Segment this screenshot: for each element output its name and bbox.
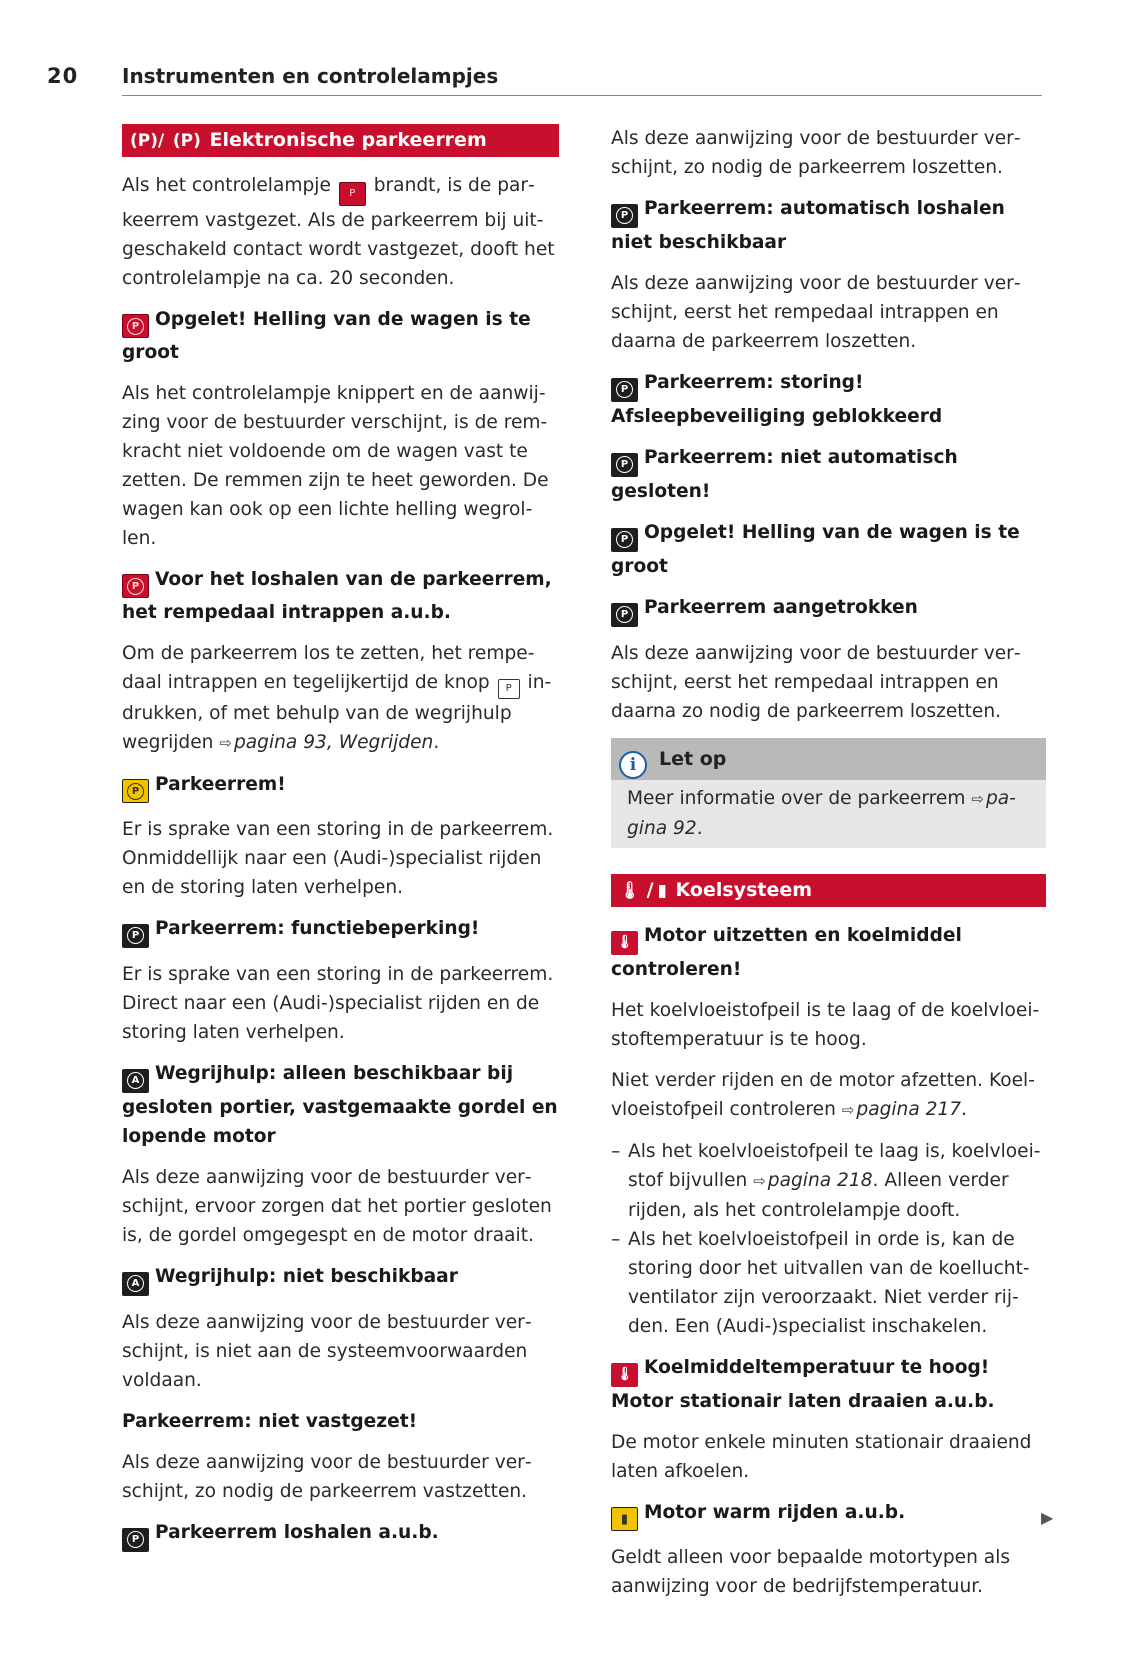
reference-arrow-icon: ⇨ — [971, 790, 984, 808]
reference-arrow-icon: ⇨ — [841, 1101, 855, 1119]
heading-parking-brake-fault: P Parkeerrem! — [122, 770, 559, 803]
section-title-parking-brake: (P)/ (P) Elektronische parkeerrem — [122, 124, 559, 157]
parking-brake-fault-icon: P — [122, 924, 149, 948]
parking-brake-fault-icon: (P) — [172, 131, 201, 151]
paragraph-hold-assist-conditions: Als deze aanwijzing voor de bestuurder verschijnt, ervoor zorgen dat het portier gesloten is, de gordel omgegespt en de motor draait. — [122, 1167, 552, 1246]
paragraph-function-limited: Er is sprake van een storing in de parkeerrem. Direct naar een (Audi-)specialist rijden en de storing laten verhelpen. — [122, 964, 554, 1043]
parking-brake-icon: P — [611, 378, 638, 402]
heading-stop-engine-check-coolant: 🌡 Motor uitzetten en koelmiddel controleren! — [611, 925, 962, 980]
header-divider — [122, 95, 1042, 96]
paragraph-coolant-level: Het koelvloeistofpeil is te laag of de koelvloeistoftemperatuur is te hoog. — [611, 1000, 1040, 1050]
page-reference-link[interactable]: pagina 218 — [767, 1170, 873, 1191]
parking-brake-button-icon: P — [498, 679, 520, 699]
paragraph-brake-engaged: Als deze aanwijzing voor de bestuurder verschijnt, eerst het rempedaal intrappen en daarna zo nodig de parkeerrem loszetten. — [611, 643, 1021, 722]
parking-brake-icon: P — [611, 453, 638, 477]
parking-brake-icon: P — [122, 1528, 149, 1552]
coolant-warm-icon: ▮ — [657, 881, 667, 901]
heading-hold-assist-unavailable: A Wegrijhulp: niet beschikbaar — [122, 1262, 559, 1296]
hold-assist-icon: A — [122, 1272, 149, 1296]
note-header: i Let op — [611, 738, 1046, 780]
heading-slope-too-steep: P Opgelet! Helling van de wagen is te groot — [122, 309, 531, 363]
coolant-warning-icon: 🌡 — [611, 931, 638, 955]
heading-tow-protection: P Parkeerrem: storing! Afsleepbeveiliging geblokkeerd — [611, 372, 943, 427]
paragraph-idle-cool-down: De motor enkele minuten stationair draaiend laten afkoelen. — [611, 1432, 1032, 1482]
reference-arrow-icon: ⇨ — [219, 734, 232, 752]
heading-not-auto-closed: P Parkeerrem: niet automatisch gesloten! — [611, 447, 958, 502]
reference-arrow-icon: ⇨ — [753, 1172, 766, 1190]
page-number: 20 — [47, 64, 79, 88]
heading-release-press-pedal: P Voor het loshalen van de parkeerrem, het rempedaal intrappen a.u.b. — [122, 569, 552, 623]
info-icon: i — [619, 751, 647, 779]
heading-not-engaged: Parkeerrem: niet vastgezet! — [122, 1411, 418, 1432]
heading-hold-assist-conditions: A Wegrijhulp: alleen beschikbaar bij gesloten portier, vastgemaakte gordel en lopende motor — [122, 1063, 558, 1147]
list-item: – Als het koelvloeistofpeil te laag is, koelvloeistof bijvullen ⇨ pagina 218. Alleen verder rijden, als het controlelampje dooft. — [611, 1137, 1046, 1225]
page-header — [47, 64, 1042, 96]
parking-brake-icon: (P)/ — [130, 131, 165, 151]
parking-brake-red-icon: P — [122, 314, 149, 338]
page-reference-link[interactable]: pagina 93, Wegrijden — [233, 732, 434, 753]
page-reference-link[interactable]: pagina 92 — [627, 788, 1016, 839]
paragraph-release-if-needed: Als deze aanwijzing voor de bestuurder verschijnt, zo nodig de parkeerrem loszetten. — [611, 128, 1021, 178]
parking-brake-red-icon: P — [122, 574, 149, 598]
paragraph-auto-release: Als deze aanwijzing voor de bestuurder verschijnt, eerst het rempedaal intrappen en daarna de parkeerrem loszetten. — [611, 273, 1021, 352]
paragraph-stop-driving: Niet verder rijden en de motor afzetten. Koelvloeistofpeil controleren ⇨ pagina 217. — [611, 1070, 1035, 1120]
note-body: Meer informatie over de parkeerrem ⇨ pagina 92. — [611, 780, 1046, 848]
parking-brake-icon: P — [611, 528, 638, 552]
paragraph-operating-temp: Geldt alleen voor bepaalde motortypen als aanwijzing voor de bedrijfstemperatuur. — [611, 1547, 1011, 1597]
parking-brake-icon: P — [611, 603, 638, 627]
heading-function-limited: P Parkeerrem: functiebeperking! — [122, 914, 559, 948]
continue-arrow-icon: ▶ — [1041, 1508, 1054, 1527]
heading-coolant-too-hot: 🌡 Koelmiddeltemperatuur te hoog! Motor stationair laten draaien a.u.b. — [611, 1357, 995, 1412]
coolant-steps-list — [611, 1137, 1046, 1341]
paragraph-slope: Als het controlelampje knippert en de aanwijzing voor de bestuurder verschijnt, is de remkracht niet voldoende om de wagen vast te zetten. De remmen zijn te heet geworden. De wagen kan ook op een lichte helling wegrollen. — [122, 383, 549, 549]
intro-paragraph: Als het controlelampje P brandt, is de parkeerrem vastgezet. Als de parkeerrem bij uitgeschakeld contact wordt vastgezet, dooft het controlelampje na ca. 20 seconden. — [122, 175, 555, 289]
coolant-cold-icon: ▮ — [611, 1507, 638, 1531]
heading-release-please: P Parkeerrem loshalen a.u.b. — [122, 1518, 559, 1552]
heading-brake-engaged: P Parkeerrem aangetrokken — [611, 593, 1046, 627]
parking-brake-fault-yellow-icon: P — [122, 779, 149, 803]
right-column — [611, 124, 1046, 1613]
coolant-warning-icon: 🌡 — [611, 1363, 638, 1387]
coolant-temperature-icon: 🌡 — [619, 881, 641, 901]
heading-slope-too-steep-2: P Opgelet! Helling van de wagen is te groot — [611, 522, 1020, 577]
left-column — [122, 124, 559, 1564]
parking-brake-icon: P — [611, 204, 638, 228]
page-reference-link[interactable]: pagina 217 — [856, 1099, 962, 1120]
paragraph-fault: Er is sprake van een storing in de parkeerrem. Onmiddellijk naar een (Audi-)specialist rijden en de storing laten verhelpen. — [122, 819, 554, 898]
note-box — [611, 738, 1046, 848]
hold-assist-icon: A — [122, 1069, 149, 1093]
section-title-cooling-system: 🌡 / ▮ Koelsysteem — [611, 874, 1046, 907]
chapter-title: Instrumenten en controlelampjes — [122, 64, 499, 88]
list-item: – Als het koelvloeistofpeil in orde is, kan de storing door het uitvallen van de koelluchtventilator zijn veroorzaakt. Niet verder rijden. Een (Audi-)specialist inschakelen. — [611, 1225, 1046, 1341]
heading-warm-up-engine: ▮ Motor warm rijden a.u.b. — [611, 1498, 1046, 1531]
heading-auto-release-unavailable: P Parkeerrem: automatisch loshalen niet beschikbaar — [611, 198, 1005, 253]
paragraph-hold-assist-unavailable: Als deze aanwijzing voor de bestuurder verschijnt, is niet aan de systeemvoorwaarden voldaan. — [122, 1312, 532, 1391]
paragraph-release: Om de parkeerrem los te zetten, het rempedaal intrappen en tegelijkertijd de knop P indrukken, of met behulp van de wegrijhulp wegrijden ⇨ pagina 93, Wegrijden. — [122, 643, 552, 753]
paragraph-not-engaged: Als deze aanwijzing voor de bestuurder verschijnt, zo nodig de parkeerrem vastzetten. — [122, 1452, 532, 1502]
parking-brake-red-icon: P — [339, 182, 366, 206]
